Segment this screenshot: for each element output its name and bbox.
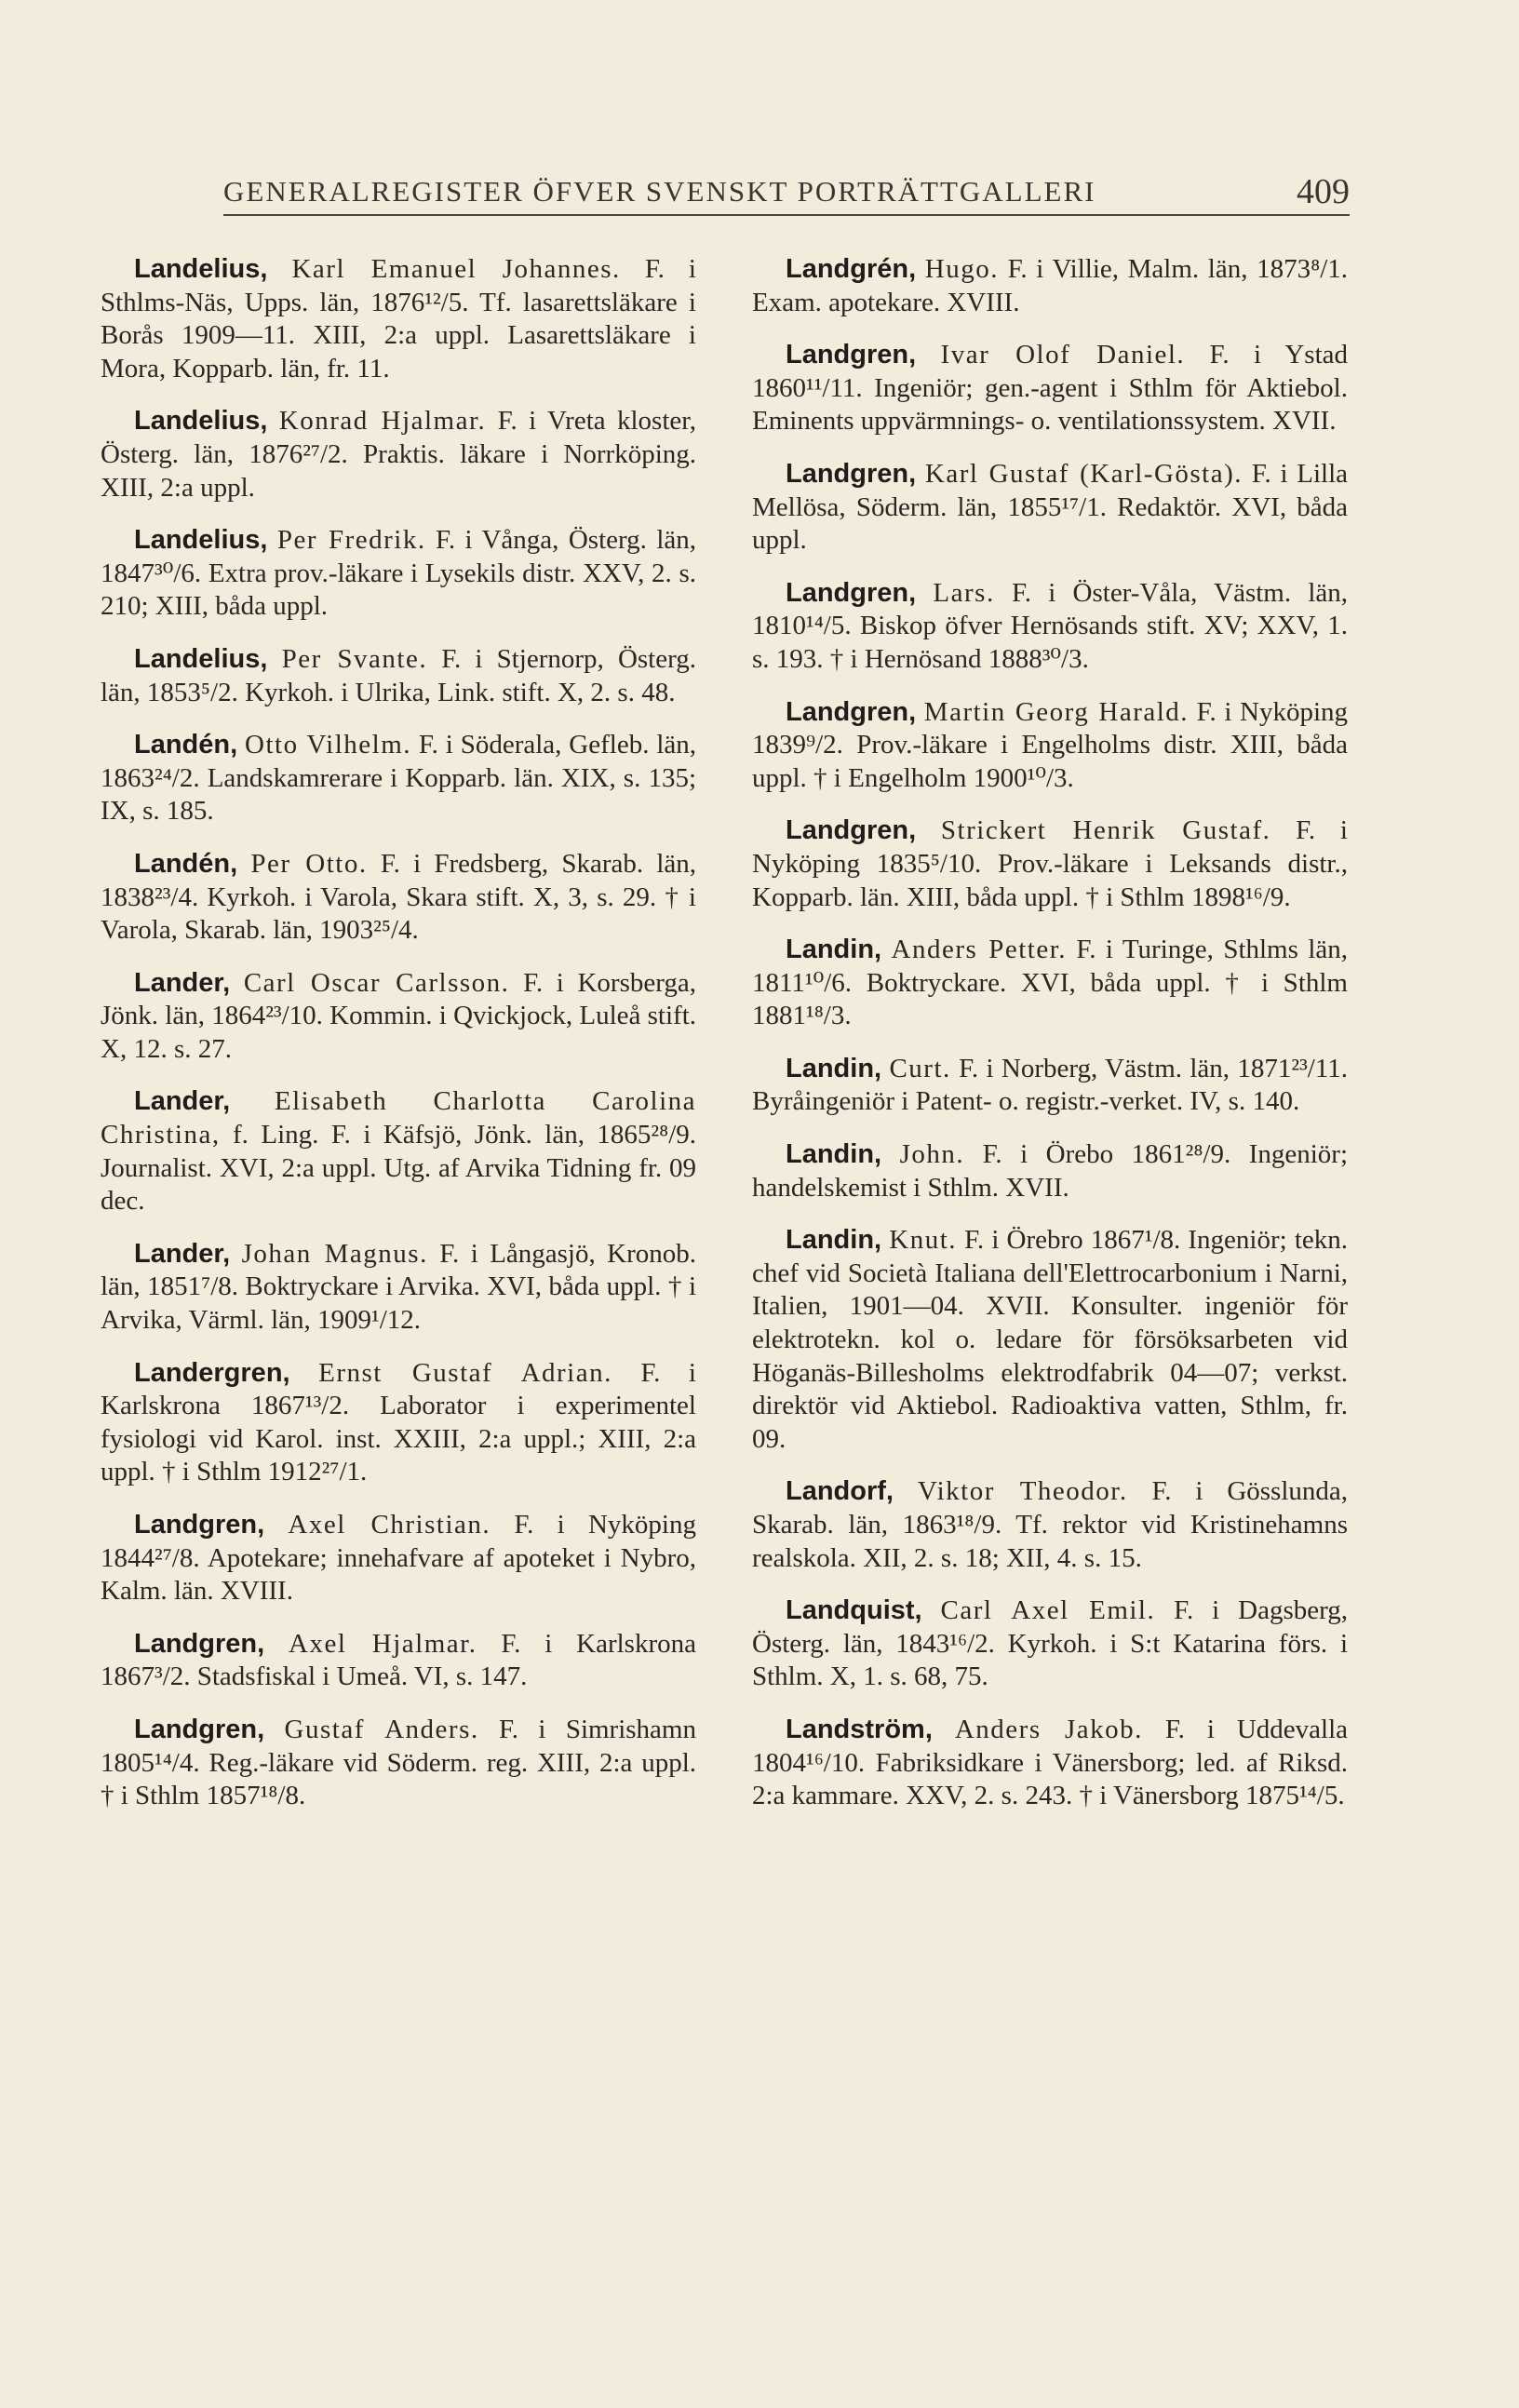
- entry-surname: Landorf,: [786, 1476, 894, 1507]
- entry-surname: Landelius,: [134, 643, 268, 674]
- entry-surname: Landén,: [134, 848, 238, 879]
- entry-surname: Landquist,: [786, 1595, 922, 1626]
- register-entry: [101, 1357, 696, 1489]
- register-entry: [101, 1509, 696, 1608]
- entry-given-name: Axel Christian.: [288, 1510, 491, 1540]
- entry-surname: Landgren,: [786, 815, 917, 846]
- entry-given-name: Ivar Olof Daniel.: [940, 340, 1186, 370]
- register-entry: [752, 253, 1348, 319]
- entry-surname: Lander,: [134, 1086, 231, 1117]
- entry-surname: Landén,: [134, 730, 238, 760]
- entry-surname: Landgren,: [134, 1510, 265, 1540]
- entry-given-name: Carl Axel Emil.: [940, 1595, 1156, 1626]
- page-number: 409: [1297, 172, 1350, 211]
- entry-text: F. i Stjernorp, Österg. län, 1853⁵/2. Kyrkoh. i Ulrika, Link. stift. X, 2. s. 48.: [101, 643, 696, 707]
- entry-surname: Landgrén,: [786, 254, 917, 284]
- entry-text: F. i Nyköping 1844²⁷/8. Apotekare; innehafvare af apoteket i Nybro, Kalm. län. XVIII.: [101, 1510, 696, 1607]
- register-entry: [101, 253, 696, 385]
- entry-given-name: Strickert Henrik Gustaf.: [940, 815, 1271, 846]
- entry-surname: Landström,: [786, 1714, 933, 1744]
- register-entry: [752, 1224, 1348, 1456]
- entry-surname: Landin,: [786, 1225, 882, 1256]
- entry-surname: Landelius,: [134, 254, 268, 284]
- entry-text: F. i Dagsberg, Österg. län, 1843¹⁶/2. Kyrkoh. i S:t Katarina förs. i Sthlm. X, 1. s. 68, 75.: [752, 1595, 1349, 1692]
- entry-surname: Landin,: [786, 1053, 882, 1083]
- entry-text: F. i Korsberga, Jönk. län, 1864²³/10. Kommin. i Qvickjock, Luleå stift. X, 12. s. 27.: [101, 967, 697, 1064]
- entry-given-name: Per Otto.: [250, 848, 368, 879]
- register-entry: [752, 1714, 1348, 1813]
- entry-text: F. i Örebro 1867¹/8. Ingeniör; tekn. chef vid Società Italiana dell'Elettrocarbonium i Narni, Italien, 1901—04. XVII. Konsulter. ingeniör för elektrotekn. kol o. ledare för försöksarbeten vid Höganäs-Billesholms elektrodfabrik 04—07; verkst. direktör vid Aktiebol. Radioaktiva vatten, Sthlm, fr. 09.: [752, 1225, 1348, 1454]
- entry-given-name: Curt.: [889, 1053, 951, 1083]
- entry-given-name: Gustaf Anders.: [284, 1714, 479, 1744]
- register-entry: [101, 643, 696, 709]
- entry-text: F. i Ystad 1860¹¹/11. Ingeniör; gen.-agent i Sthlm för Aktiebol. Eminents uppvärmnings- o. ventilationssystem. XVII.: [752, 340, 1348, 437]
- entry-text: F. i Simrishamn 1805¹⁴/4. Reg.-läkare vid Söderm. reg. XIII, 2:a uppl. † i Sthlm 1857¹⁸/8.: [101, 1714, 696, 1811]
- entry-given-name: Hugo.: [924, 254, 999, 284]
- entry-text: F. i Uddevalla 1804¹⁶/10. Fabriksidkare i Vänersborg; led. af Riksd. 2:a kammare. XXV, 2. s. 243. † i Vänersborg 1875¹⁴/5.: [752, 1714, 1348, 1811]
- entry-given-name: John.: [899, 1139, 965, 1170]
- entry-surname: Lander,: [134, 967, 231, 998]
- register-entry: [101, 729, 696, 828]
- entry-text: f. Ling. F. i Käfsjö, Jönk. län, 1865²⁸/9. Journalist. XVI, 2:a uppl. Utg. af Arvika Tidning fr. 09 dec.: [101, 1120, 696, 1217]
- register-entry: [101, 1085, 696, 1217]
- entry-given-name: Ernst Gustaf Adrian.: [318, 1357, 612, 1388]
- entry-text: F. i Sthlms-Näs, Upps. län, 1876¹²/5. Tf. lasarettsläkare i Borås 1909—11. XIII, 2:a uppl. Lasarettsläkare i Mora, Kopparb. län, fr. 11.: [101, 254, 696, 383]
- entry-given-name: Anders Jakob.: [954, 1714, 1143, 1744]
- entry-given-name: Axel Hjalmar.: [289, 1628, 477, 1659]
- register-entry: [101, 524, 696, 624]
- entry-given-name: Elisabeth Charlotta Carolina Christina,: [101, 1086, 696, 1150]
- register-entry: [752, 577, 1348, 677]
- entry-text: F. i Örebo 1861²⁸/9. Ingeniör; handelskemist i Sthlm. XVII.: [752, 1139, 1349, 1203]
- entry-given-name: Anders Petter.: [891, 935, 1068, 965]
- entry-surname: Landgren,: [134, 1714, 265, 1744]
- entry-text: F. i Villie, Malm. län, 1873⁸/1. Exam. apotekare. XVIII.: [752, 254, 1348, 317]
- entry-surname: Landelius,: [134, 525, 268, 556]
- entry-given-name: Viktor Theodor.: [917, 1476, 1128, 1507]
- register-entry: [101, 1714, 696, 1813]
- entry-given-name: Konrad Hjalmar.: [278, 406, 487, 437]
- register-entry: [101, 405, 696, 504]
- entry-surname: Lander,: [134, 1238, 231, 1269]
- entry-given-name: Lars.: [933, 577, 995, 608]
- entry-text: F. i Vånga, Österg. län, 1847³⁰/6. Extra prov.-läkare i Lysekils distr. XXV, 2. s. 210; XIII, båda uppl.: [101, 525, 696, 622]
- register-entry: [752, 814, 1348, 914]
- entry-text: F. i Norberg, Västm. län, 1871²³/11. Byråingeniör i Patent- o. registr.-verket. IV, s. 140.: [752, 1053, 1348, 1117]
- entry-surname: Landin,: [786, 935, 882, 965]
- entry-text: F. i Karlskrona 1867¹³/2. Laborator i experimentel fysiologi vid Karol. inst. XXIII, 2:a uppl.; XIII, 2:a uppl. † i Sthlm 1912²⁷/1.: [101, 1357, 696, 1487]
- entry-given-name: Johan Magnus.: [241, 1238, 428, 1269]
- header-title: GENERALREGISTER ÖFVER SVENSKT PORTRÄTTGALLERI: [223, 175, 1096, 208]
- register-entry: [101, 1628, 696, 1694]
- register-entry: [101, 848, 696, 948]
- register-entry: [101, 967, 696, 1067]
- entry-given-name: Per Svante.: [281, 643, 428, 674]
- register-entry: [752, 934, 1348, 1033]
- entry-given-name: Karl Gustaf (Karl-Gösta).: [924, 458, 1243, 489]
- entry-surname: Landgren,: [786, 577, 917, 608]
- entry-surname: Landgren,: [786, 696, 917, 727]
- entry-text: F. i Lilla Mellösa, Söderm. län, 1855¹⁷/1. Redaktör. XVI, båda uppl.: [752, 458, 1348, 556]
- entry-surname: Landin,: [786, 1139, 882, 1170]
- entry-given-name: Per Fredrik.: [276, 525, 426, 556]
- left-column: [101, 253, 696, 1833]
- entry-given-name: Knut.: [889, 1225, 957, 1256]
- register-entry: [752, 1475, 1348, 1575]
- entry-given-name: Martin Georg Harald.: [923, 696, 1190, 727]
- entry-text: F. i Vreta kloster, Österg. län, 1876²⁷/2. Praktis. läkare i Norrköping. XIII, 2:a uppl.: [101, 406, 697, 503]
- entry-surname: Landgren,: [134, 1628, 265, 1659]
- entry-text: F. i Karlskrona 1867³/2. Stadsfiskal i Umeå. VI, s. 147.: [101, 1628, 696, 1692]
- entry-given-name: Carl Oscar Carlsson.: [243, 967, 510, 998]
- entry-text: F. i Fredsberg, Skarab. län, 1838²³/4. Kyrkoh. i Varola, Skara stift. X, 3, s. 29. † i Varola, Skarab. län, 1903²⁵/4.: [101, 848, 697, 946]
- running-header: [223, 173, 1350, 216]
- register-entry: [752, 339, 1348, 438]
- entry-text: F. i Turinge, Sthlms län, 1811¹⁰/6. Boktryckare. XVI, båda uppl. † i Sthlm 1881¹⁸/3.: [752, 935, 1348, 1031]
- entry-text: F. i Söderala, Gefleb. län, 1863²⁴/2. Landskamrerare i Kopparb. län. XIX, s. 135; IX, s. 185.: [101, 730, 696, 827]
- register-entry: [752, 696, 1348, 796]
- register-entry: [752, 458, 1348, 558]
- entry-surname: Landgren,: [786, 340, 917, 370]
- right-column: [752, 253, 1348, 1833]
- entry-surname: Landgren,: [786, 458, 917, 489]
- register-entry: [752, 1138, 1348, 1204]
- register-entry: [752, 1594, 1348, 1694]
- entry-text: F. i Långasjö, Kronob. län, 1851⁷/8. Boktryckare i Arvika. XVI, båda uppl. † i Arvika, Värml. län, 1909¹/12.: [101, 1238, 697, 1336]
- entry-text: F. i Öster-Våla, Västm. län, 1810¹⁴/5. Biskop öfver Hernösands stift. XV; XXV, 1. s. 193. † i Hernösand 1888³⁰/3.: [752, 577, 1349, 674]
- entry-text: F. i Nyköping 1835⁵/10. Prov.-läkare i Leksands distr., Kopparb. län. XIII, båda uppl. † i Sthlm 1898¹⁶/9.: [752, 815, 1348, 912]
- register-entry: [101, 1238, 696, 1338]
- entry-text: F. i Nyköping 1839⁹/2. Prov.-läkare i Engelholms distr. XIII, båda uppl. † i Engelholm 1900¹⁰/3.: [752, 696, 1349, 793]
- entry-text: F. i Gösslunda, Skarab. län, 1863¹⁸/9. Tf. rektor vid Kristinehamns realskola. XII, 2. s. 18; XII, 4. s. 15.: [752, 1476, 1349, 1573]
- entry-given-name: Karl Emanuel Johannes.: [291, 254, 621, 284]
- entry-given-name: Otto Vilhelm.: [245, 730, 411, 760]
- register-entry: [752, 1053, 1348, 1119]
- entry-surname: Landelius,: [134, 406, 268, 437]
- entry-surname: Landergren,: [134, 1357, 290, 1388]
